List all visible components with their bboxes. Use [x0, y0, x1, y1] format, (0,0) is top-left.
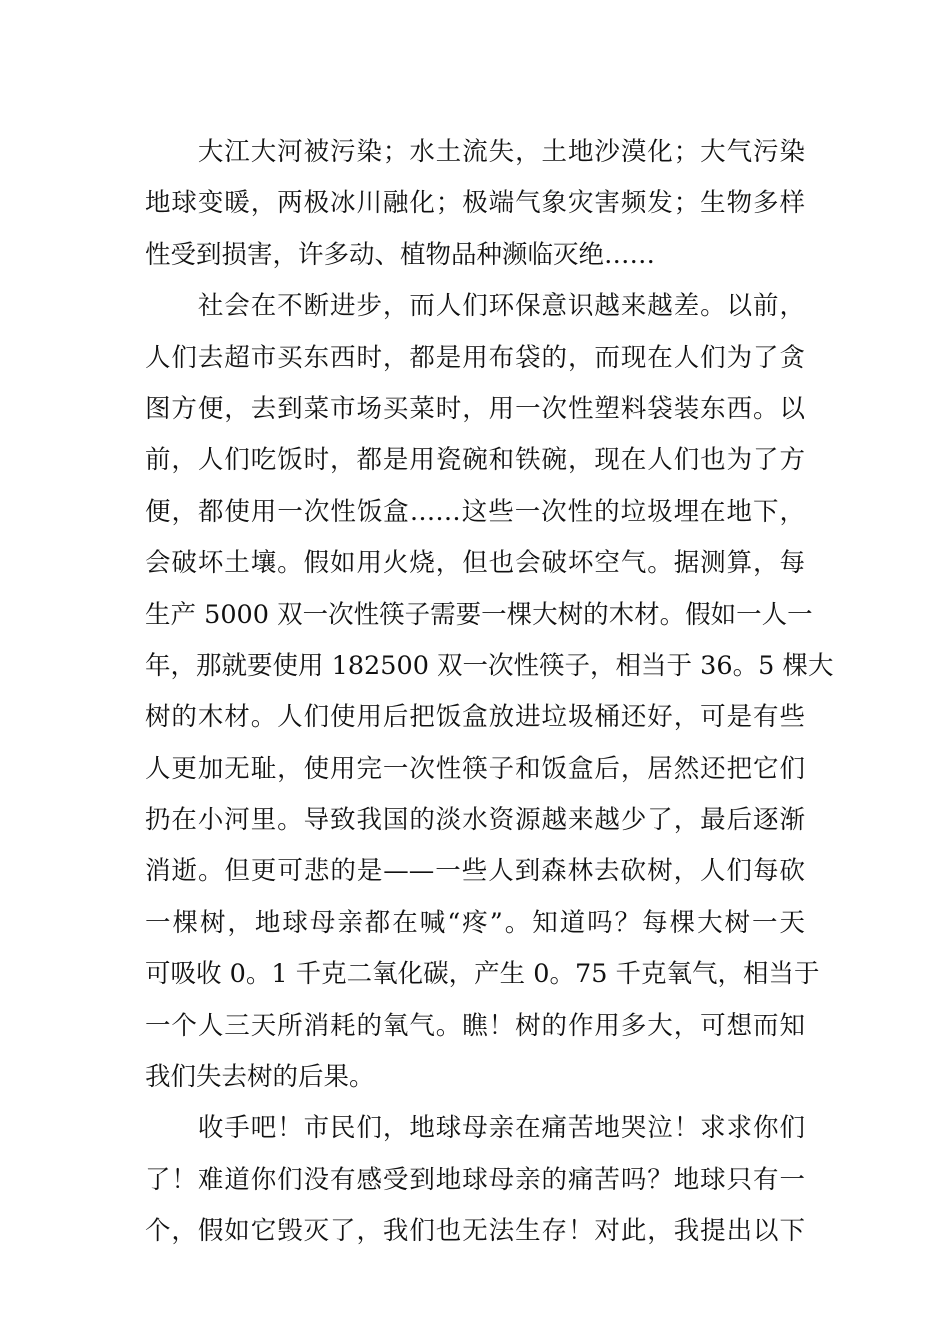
text-line: 人们去超市买东西时，都是用布袋的，而现在人们为了贪: [145, 342, 805, 373]
text-line: 会破坏土壤。假如用火烧，但也会破坏空气。据测算，每: [145, 548, 805, 579]
text-line: 可吸收 0。1 千克二氧化碳，产生 0。75 千克氧气，相当于: [145, 959, 820, 990]
text-line: 了！难道你们没有感受到地球母亲的痛苦吗？地球只有一: [145, 1164, 805, 1195]
text-line: 社会在不断进步，而人们环保意识越来越差。以前，: [145, 291, 805, 322]
text-line: 性受到损害，许多动、植物品种濒临灭绝……: [145, 239, 656, 270]
text-line: 人更加无耻，使用完一次性筷子和饭盒后，居然还把它们: [145, 753, 805, 784]
text-line: 前，人们吃饭时，都是用瓷碗和铁碗，现在人们也为了方: [145, 445, 805, 476]
text-line: 年，那就要使用 182500 双一次性筷子，相当于 36。5 棵大: [145, 650, 834, 681]
text-line: 扔在小河里。导致我国的淡水资源越来越少了，最后逐渐: [145, 805, 805, 836]
text-line: 大江大河被污染；水土流失，土地沙漠化；大气污染: [145, 137, 805, 167]
text-line: 便，都使用一次性饭盒……这些一次性的垃圾埋在地下，: [145, 496, 805, 527]
body-text: [145, 127, 834, 1258]
text-line: 图方便，去到菜市场买菜时，用一次性塑料袋装东西。以: [145, 393, 805, 424]
text-line: 个，假如它毁灭了，我们也无法生存！对此，我提出以下: [145, 1216, 805, 1247]
text-line: 一个人三天所消耗的氧气。瞧！树的作用多大，可想而知: [145, 1010, 805, 1041]
text-line: 收手吧！市民们，地球母亲在痛苦地哭泣！求求你们: [145, 1113, 805, 1144]
text-line: 我们失去树的后果。: [145, 1062, 375, 1093]
text-line: 树的木材。人们使用后把饭盒放进垃圾桶还好，可是有些: [145, 702, 805, 733]
text-line: 消逝。但更可悲的是——一些人到森林去砍树，人们每砍: [145, 856, 805, 887]
text-line: 地球变暖，两极冰川融化；极端气象灾害频发；生物多样: [145, 188, 805, 219]
text-line: 一棵树，地球母亲都在喊“疼”。知道吗？每棵大树一天: [145, 907, 805, 938]
text-line: 生产 5000 双一次性筷子需要一棵大树的木材。假如一人一: [145, 599, 813, 630]
